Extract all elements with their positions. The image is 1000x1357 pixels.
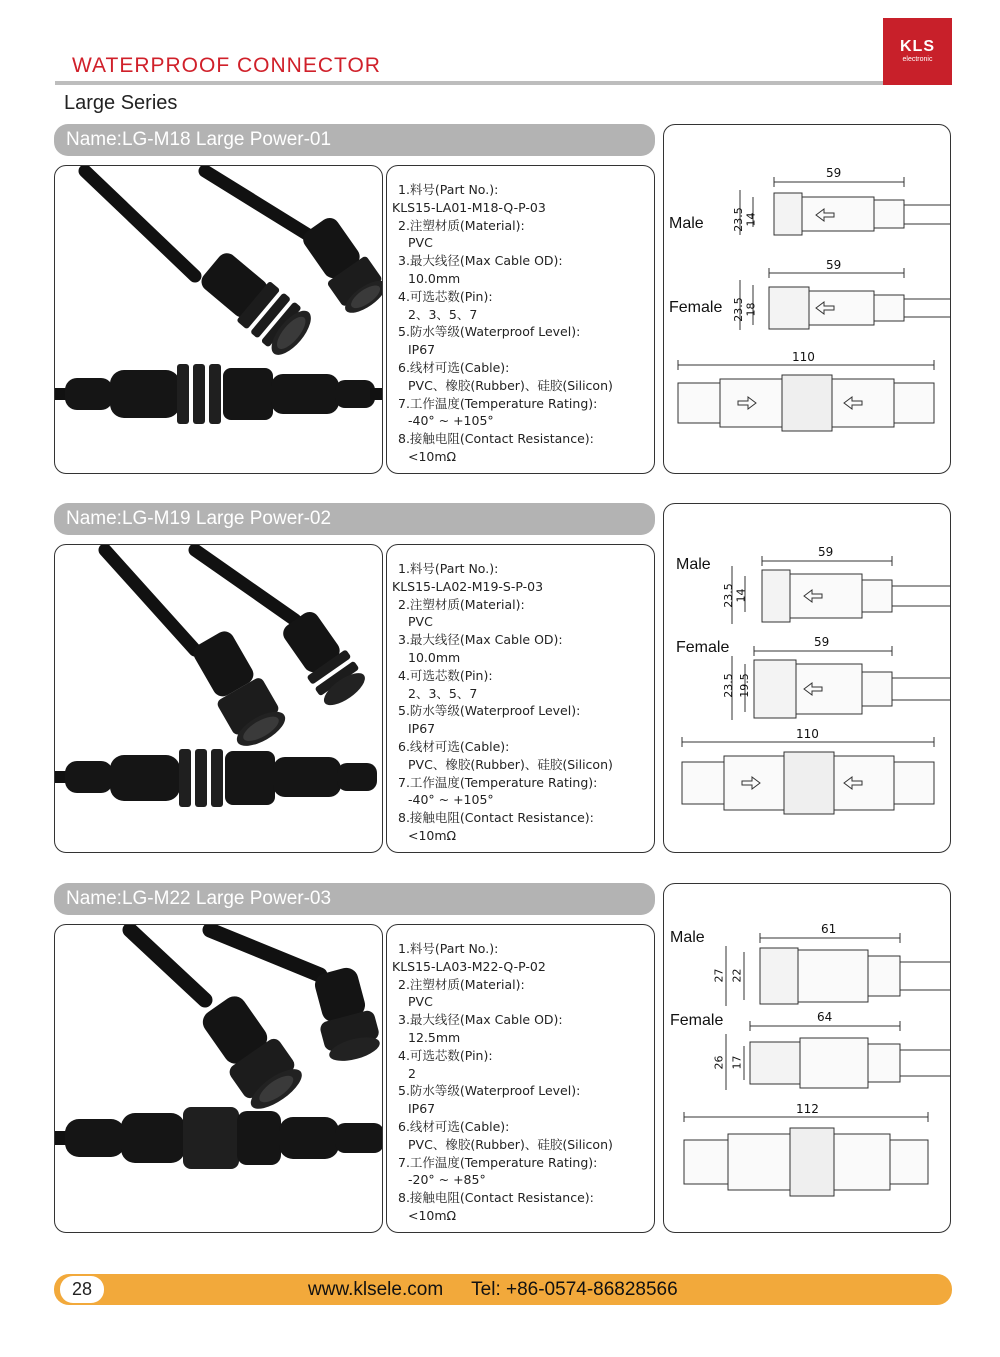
spec-line: 8.接触电阻(Contact Resistance): [398,1190,594,1206]
spec-line: 2、3、5、7 [408,306,478,322]
spec-line: 7.工作温度(Temperature Rating): [398,774,598,790]
dimension-drawing [663,883,951,1233]
spec-line: <10mΩ [408,827,457,843]
spec-line: 10.0mm [408,270,461,286]
spec-line: 6.线材可选(Cable): [398,738,510,754]
spec-line: 6.线材可选(Cable): [398,359,510,375]
spec-line: KLS15-LA01-M18-Q-P-03 [392,199,546,215]
footer-phone: Tel: +86-0574-86828566 [471,1279,678,1300]
female-length: 59 [814,635,830,649]
male-height-inner: 22 [730,968,744,983]
spec-line: -40° ~ +105° [408,792,494,808]
kls-logo [883,18,952,85]
product-spec-box [386,924,655,1233]
mated-length: 112 [796,1102,819,1116]
page-header-title: WATERPROOF CONNECTOR [72,54,381,77]
spec-line: -40° ~ +105° [408,413,494,429]
spec-line: 12.5mm [408,1029,461,1045]
female-label: Female [676,639,730,656]
mated-length: 110 [796,727,819,741]
female-height-inner: 17 [730,1055,744,1070]
female-label: Female [669,299,723,316]
male-height-outer: 23.5 [731,207,745,232]
male-length: 61 [821,922,837,936]
spec-line: 3.最大线径(Max Cable OD): [398,632,563,648]
spec-list [392,181,613,466]
spec-line: PVC、橡胶(Rubber)、硅胶(Silicon) [408,756,613,772]
spec-line: 7.工作温度(Temperature Rating): [398,395,598,411]
male-height-inner: 14 [744,212,758,227]
spec-line: 1.料号(Part No.): [398,182,499,197]
spec-line: IP67 [408,721,436,737]
spec-line: 2 [408,1065,416,1081]
female-height-outer: 26 [712,1055,726,1070]
product-spec-box [386,165,655,474]
spec-line: PVC [408,235,433,251]
female-height-inner: 19.5 [737,673,751,698]
spec-line: 2.注塑材质(Material): [398,976,525,992]
spec-line: 5.防水等级(Waterproof Level): [398,1083,581,1099]
spec-line: 6.线材可选(Cable): [398,1118,510,1134]
female-height-outer: 23.5 [731,297,745,322]
dimension-drawing [663,124,951,474]
male-length: 59 [826,166,842,180]
dimension-drawing [663,503,951,853]
spec-line: -20° ~ +85° [408,1172,486,1188]
male-length: 59 [818,545,834,559]
spec-line: 4.可选芯数(Pin): [398,1047,493,1063]
product-photo [54,924,383,1233]
logo-main-text: KLS [900,38,935,55]
spec-line: 7.工作温度(Temperature Rating): [398,1154,598,1170]
spec-line: 2.注塑材质(Material): [398,596,525,612]
male-height-inner: 14 [734,588,748,603]
header-divider [55,81,951,85]
product-spec-box [386,544,655,853]
spec-line: PVC [408,994,433,1010]
logo-sub-text: electronic [902,56,933,63]
spec-line: PVC、橡胶(Rubber)、硅胶(Silicon) [408,377,613,393]
product-name-bar: Name:LG-M22 Large Power-03 [54,883,655,915]
spec-line: 2.注塑材质(Material): [398,217,525,233]
spec-line: <10mΩ [408,1207,457,1223]
product-name-bar: Name:LG-M19 Large Power-02 [54,503,655,535]
spec-line: IP67 [408,1101,436,1117]
spec-line: 5.防水等级(Waterproof Level): [398,324,581,340]
spec-list [392,940,613,1225]
spec-line: IP67 [408,342,436,358]
spec-line: 3.最大线径(Max Cable OD): [398,1012,563,1028]
mated-length: 110 [792,350,815,364]
spec-line: 10.0mm [408,649,461,665]
female-height-inner: 18 [744,302,758,317]
product-name-bar: Name:LG-M18 Large Power-01 [54,124,655,156]
spec-line: 8.接触电阻(Contact Resistance): [398,810,594,826]
female-length: 64 [817,1010,833,1024]
spec-line: 8.接触电阻(Contact Resistance): [398,431,594,447]
spec-line: 1.料号(Part No.): [398,941,499,956]
male-label: Male [670,929,705,946]
male-height-outer: 27 [712,968,726,983]
spec-line: KLS15-LA02-M19-S-P-03 [392,578,544,594]
spec-line: 4.可选芯数(Pin): [398,667,493,683]
male-label: Male [669,215,704,232]
spec-line: <10mΩ [408,448,457,464]
product-photo [54,544,383,853]
footer-website[interactable]: www.klsele.com [308,1279,444,1300]
spec-line: 1.料号(Part No.): [398,561,499,576]
page-number: 28 [60,1276,104,1303]
female-label: Female [670,1012,724,1029]
footer-contact [308,1276,678,1303]
spec-line: PVC [408,614,433,630]
product-photo [54,165,383,474]
spec-line: 4.可选芯数(Pin): [398,288,493,304]
spec-line: 5.防水等级(Waterproof Level): [398,703,581,719]
spec-line: 3.最大线径(Max Cable OD): [398,253,563,269]
male-height-outer: 23.5 [721,583,735,608]
male-label: Male [676,556,711,573]
female-length: 59 [826,258,842,272]
female-height-outer: 23.5 [721,673,735,698]
spec-line: PVC、橡胶(Rubber)、硅胶(Silicon) [408,1136,613,1152]
spec-line: KLS15-LA03-M22-Q-P-02 [392,958,546,974]
spec-list [392,560,613,845]
series-subtitle: Large Series [64,92,178,114]
spec-line: 2、3、5、7 [408,685,478,701]
